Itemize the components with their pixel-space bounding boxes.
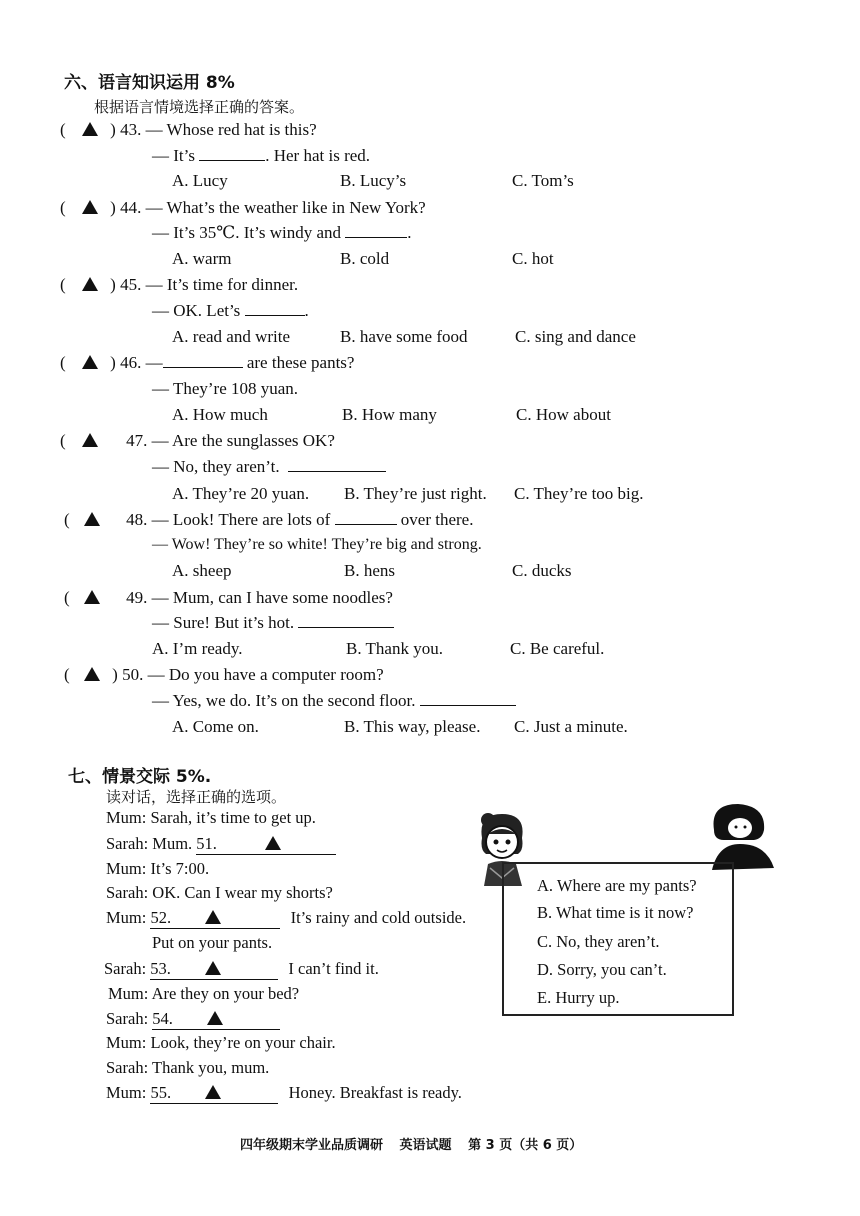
line-text: It’s 7:00. — [150, 859, 210, 878]
answer-text-after: . — [304, 301, 309, 320]
fill-blank[interactable] — [335, 510, 397, 525]
question-text: — What’s the weather like in New York? — [145, 198, 426, 217]
option-c[interactable]: C. Tom’s — [512, 171, 574, 190]
dialogue-line — [106, 859, 209, 879]
answer-paren-close: ) — [110, 198, 116, 217]
line-text: OK. Can I wear my shorts? — [152, 883, 333, 902]
answer-blank-55[interactable]: 55. — [150, 1083, 278, 1104]
option-c[interactable]: C. Be careful. — [510, 639, 605, 658]
answer-paren-open: ( — [60, 431, 66, 450]
answer-paren-open: ( — [60, 275, 66, 294]
answer-slot-triangle-icon[interactable] — [82, 200, 98, 214]
dialogue-line — [106, 908, 466, 929]
dialogue-line — [108, 984, 299, 1004]
speaker: Mum: — [106, 859, 147, 878]
answer-slot-triangle-icon[interactable] — [82, 122, 98, 136]
answer-slot-triangle-icon[interactable] — [82, 433, 98, 447]
dialogue-line — [106, 1009, 280, 1030]
answer-slot-triangle-icon[interactable] — [82, 277, 98, 291]
question-number: 49. — [126, 588, 148, 607]
answer-slot-triangle-icon[interactable] — [82, 355, 98, 369]
answer-text-before: — It’s — [152, 146, 195, 165]
answer-text-before: — It’s 35℃. It’s windy and — [152, 223, 342, 242]
answer-slot-triangle-icon — [205, 1085, 221, 1099]
dialogue-line — [106, 1058, 269, 1078]
mother-illustration — [704, 800, 778, 870]
question-number: 45. — [120, 275, 142, 294]
option-a[interactable]: A. Come on. — [172, 717, 259, 736]
dialogue-line — [106, 1033, 336, 1053]
answer-text-after: . Her hat is red. — [265, 146, 371, 165]
option-e[interactable]: E. Hurry up. — [537, 988, 620, 1007]
answer-paren-open: ( — [64, 588, 70, 607]
section-6-instruction: 根据语言情境选择正确的答案。 — [94, 98, 305, 116]
dialogue-line — [152, 933, 272, 953]
dialogue-line — [106, 834, 336, 855]
option-a[interactable]: A. I’m ready. — [152, 639, 243, 658]
speaker: Sarah: — [106, 883, 149, 902]
question-text: — Do you have a computer room? — [147, 665, 384, 684]
footer-subject: 英语试题 — [399, 1138, 452, 1153]
question-number: 44. — [120, 198, 142, 217]
fill-blank[interactable] — [199, 146, 265, 161]
question-text: — Whose red hat is this? — [145, 120, 317, 139]
section-6-title: 六、语言知识运用 8% — [64, 73, 235, 93]
answer-text: — Wow! They’re so white! They’re big and strong. — [152, 536, 482, 553]
footer-page-number: 第 3 页（共 6 页） — [468, 1138, 583, 1153]
answer-slot-triangle-icon — [205, 961, 221, 975]
question-text: — Mum, can I have some noodles? — [151, 588, 393, 607]
dialogue-line — [106, 808, 316, 828]
line-text: It’s rainy and cold outside. — [290, 908, 467, 927]
dialogue-line — [106, 1083, 462, 1104]
line-text: Honey. Breakfast is ready. — [288, 1083, 462, 1102]
answer-paren-open: ( — [64, 665, 70, 684]
option-b[interactable]: B. What time is it now? — [537, 903, 694, 922]
answer-text: — No, they aren’t. — [152, 457, 280, 476]
line-text: Mum. — [152, 834, 193, 853]
option-a[interactable]: A. Lucy — [172, 171, 228, 190]
question-number: 43. — [120, 120, 142, 139]
answer-slot-triangle-icon — [205, 910, 221, 924]
answer-text-before: — OK. Let’s — [152, 301, 241, 320]
fill-blank[interactable] — [298, 613, 394, 628]
speaker: Sarah: — [106, 834, 149, 853]
speaker: Sarah: — [106, 1009, 149, 1028]
speaker: Sarah: — [106, 1058, 149, 1077]
option-b[interactable]: B. have some food — [340, 327, 468, 346]
line-text: I can’t find it. — [288, 959, 379, 978]
speaker: Sarah: — [104, 959, 147, 978]
dialogue-line — [104, 959, 379, 980]
fill-blank[interactable] — [245, 301, 305, 316]
answer-text: — Yes, we do. It’s on the second floor. — [152, 691, 416, 710]
option-c[interactable]: C. No, they aren’t. — [537, 932, 660, 951]
speaker: Mum: — [106, 908, 147, 927]
option-b[interactable]: B. This way, please. — [344, 717, 481, 736]
fill-blank[interactable] — [288, 457, 386, 472]
option-a[interactable]: A. sheep — [172, 561, 232, 580]
question-number: 50. — [122, 665, 144, 684]
option-b[interactable]: B. hens — [344, 561, 395, 580]
section-7-instruction: 读对话，选择正确的选项。 — [106, 788, 287, 806]
line-text: Are they on your bed? — [151, 984, 300, 1003]
speaker: Mum: — [106, 1083, 147, 1102]
footer-exam-name: 四年级期末学业品质调研 — [240, 1138, 384, 1153]
answer-blank-53[interactable]: 53. — [150, 959, 278, 980]
question-number: 48. — [126, 510, 148, 529]
option-a[interactable]: A. How much — [172, 405, 268, 424]
fill-blank[interactable] — [345, 223, 407, 238]
fill-blank[interactable] — [163, 353, 243, 368]
question-text-before: — Look! There are lots of — [151, 510, 331, 529]
answer-text-after: . — [407, 223, 412, 242]
option-c[interactable]: C. hot — [512, 249, 554, 268]
line-text: Sarah, it’s time to get up. — [150, 808, 316, 827]
option-b[interactable]: B. Lucy’s — [340, 171, 407, 190]
answer-blank-51[interactable]: 51. — [196, 834, 336, 855]
option-a[interactable]: A. Where are my pants? — [537, 876, 697, 895]
answer-paren-close: ) — [110, 353, 116, 372]
option-d[interactable]: D. Sorry, you can’t. — [537, 960, 667, 979]
answer-paren-close: ) — [110, 120, 116, 139]
line-text: Put on your pants. — [152, 933, 273, 952]
answer-blank-52[interactable]: 52. — [150, 908, 280, 929]
question-text-after: over there. — [400, 510, 474, 529]
option-b[interactable]: B. They’re just right. — [344, 484, 487, 503]
question-number: 46. — [120, 353, 142, 372]
page-footer — [240, 1134, 582, 1153]
answer-slot-triangle-icon[interactable] — [84, 590, 100, 604]
answer-blank-54[interactable]: 54. — [152, 1009, 280, 1030]
line-text: Thank you, mum. — [151, 1058, 270, 1077]
answer-paren-open: ( — [64, 510, 70, 529]
question-text-before: — — [145, 353, 163, 372]
line-text: Look, they’re on your chair. — [150, 1033, 336, 1052]
options-box — [502, 862, 734, 1016]
question-text: — Are the sunglasses OK? — [151, 431, 335, 450]
option-c[interactable]: C. Just a minute. — [514, 717, 628, 736]
option-b[interactable]: B. How many — [342, 405, 437, 424]
answer-paren-close: ) — [110, 275, 116, 294]
speaker: Mum: — [108, 984, 149, 1003]
option-c[interactable]: C. They’re too big. — [514, 484, 644, 503]
dialogue-line — [106, 883, 333, 903]
answer-text: — Sure! But it’s hot. — [152, 613, 295, 632]
answer-slot-triangle-icon — [265, 836, 281, 850]
speaker: Mum: — [106, 1033, 147, 1052]
fill-blank[interactable] — [420, 691, 516, 706]
answer-paren-close: ) — [112, 665, 118, 684]
answer-slot-triangle-icon[interactable] — [84, 667, 100, 681]
option-a[interactable]: A. warm — [172, 249, 232, 268]
answer-slot-triangle-icon[interactable] — [84, 512, 100, 526]
option-c[interactable]: C. sing and dance — [515, 327, 636, 346]
option-b[interactable]: B. Thank you. — [346, 639, 443, 658]
speaker: Mum: — [106, 808, 147, 827]
section-7-title: 七、情景交际 5%. — [68, 767, 212, 787]
question-text: — It’s time for dinner. — [145, 275, 299, 294]
answer-paren-open: ( — [60, 120, 66, 139]
option-c[interactable]: C. How about — [516, 405, 611, 424]
answer-slot-triangle-icon — [207, 1011, 223, 1025]
question-text-after: are these pants? — [246, 353, 355, 372]
answer-paren-open: ( — [60, 353, 66, 372]
option-b[interactable]: B. cold — [340, 249, 390, 268]
question-number: 47. — [126, 431, 148, 450]
option-a[interactable]: A. They’re 20 yuan. — [172, 484, 310, 503]
option-a[interactable]: A. read and write — [172, 327, 291, 346]
answer-paren-open: ( — [60, 198, 66, 217]
answer-text: — They’re 108 yuan. — [152, 379, 299, 398]
option-c[interactable]: C. ducks — [512, 561, 572, 580]
